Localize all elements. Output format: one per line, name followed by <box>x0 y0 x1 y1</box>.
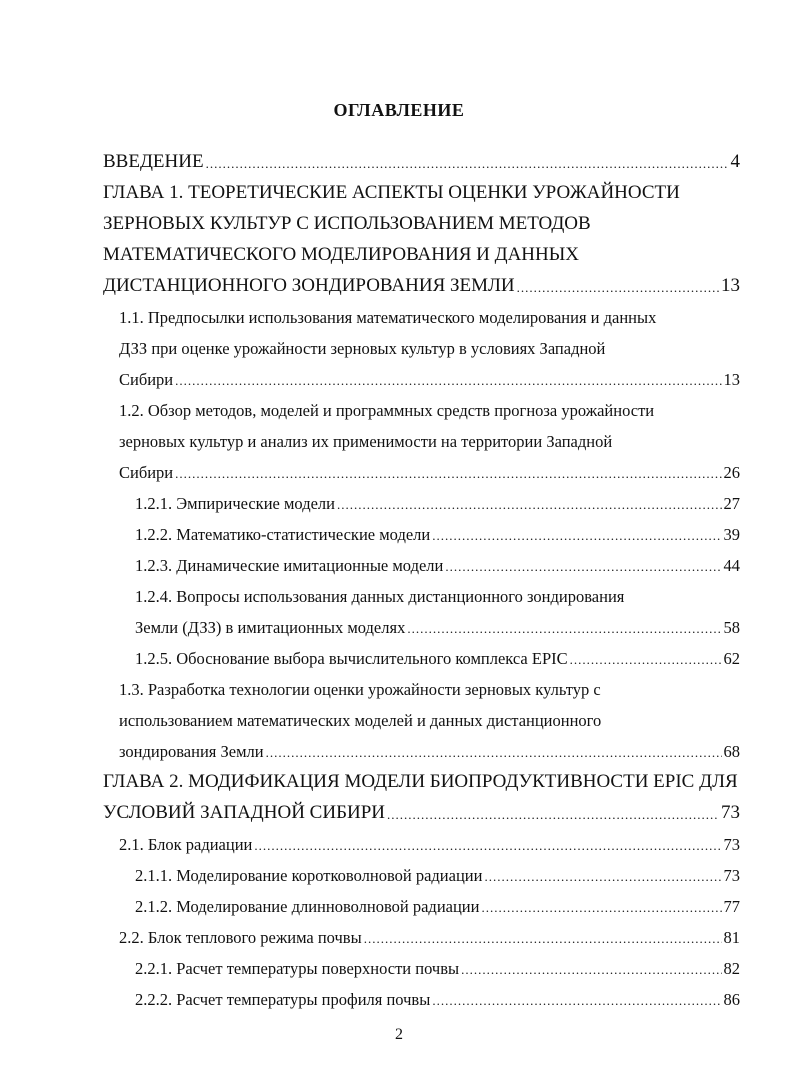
dot-leader <box>517 281 719 297</box>
toc-entry-title: 1.2.2. Математико-статистические модели <box>135 525 431 544</box>
toc-chapter-2-line-1[interactable] <box>103 763 740 793</box>
toc-entry-page: 4 <box>730 151 740 172</box>
toc-entry-title: 1.2.5. Обоснование выбора вычислительного комплекса EPIC <box>135 649 568 668</box>
toc-subsection-2-2-2[interactable] <box>135 980 740 1010</box>
toc-chapter-1-line-4[interactable] <box>103 267 740 297</box>
toc-entry-title: МАТЕМАТИЧЕСКОГО МОДЕЛИРОВАНИЯ И ДАННЫХ <box>103 244 580 265</box>
dot-leader <box>206 157 729 173</box>
toc-entry-title: использованием математических моделей и данных дистанционного <box>119 711 602 730</box>
toc-subsection-1-2-3[interactable] <box>135 546 740 576</box>
dot-leader <box>432 994 721 1010</box>
toc-chapter-2-line-2[interactable] <box>103 794 740 824</box>
toc-subsection-1-2-4-line-1[interactable] <box>135 577 740 607</box>
toc-entry-title: ЗЕРНОВЫХ КУЛЬТУР С ИСПОЛЬЗОВАНИЕМ МЕТОДОВ <box>103 213 591 234</box>
toc-entry-title: ГЛАВА 1. ТЕОРЕТИЧЕСКИЕ АСПЕКТЫ ОЦЕНКИ УРОЖАЙНОСТИ <box>103 182 680 203</box>
toc-section-1-2-line-1[interactable] <box>119 391 740 421</box>
dot-leader <box>266 746 722 762</box>
toc-entry-page: 68 <box>723 742 740 761</box>
toc-section-1-3-line-2[interactable] <box>119 701 740 731</box>
toc-section-1-1-line-3[interactable] <box>119 360 740 390</box>
dot-leader <box>461 963 721 979</box>
toc-entry-page: 73 <box>721 802 740 823</box>
toc-entry-title: Сибири <box>119 463 174 482</box>
toc-entry-title: ГЛАВА 2. МОДИФИКАЦИЯ МОДЕЛИ БИОПРОДУКТИВНОСТИ EPIC ДЛЯ <box>103 771 738 792</box>
toc-entry-page: 58 <box>723 618 740 637</box>
toc-subsection-1-2-1[interactable] <box>135 484 740 514</box>
toc-subsection-2-1-1[interactable] <box>135 856 740 886</box>
toc-section-1-2-line-3[interactable] <box>119 453 740 483</box>
toc-subsection-1-2-4-line-2[interactable] <box>135 608 740 638</box>
dot-leader <box>175 374 721 390</box>
dot-leader <box>175 467 721 483</box>
toc-entry-title: 1.2.3. Динамические имитационные модели <box>135 556 444 575</box>
dot-leader <box>432 529 721 545</box>
toc-entry-page: 82 <box>723 959 740 978</box>
toc-entry-title: 1.2. Обзор методов, моделей и программных средств прогноза урожайности <box>119 401 655 420</box>
dot-leader <box>387 808 719 824</box>
toc-entry-title: Земли (ДЗЗ) в имитационных моделях <box>135 618 406 637</box>
toc-section-1-1-line-1[interactable] <box>119 298 740 328</box>
toc-entry-title: 2.1.1. Моделирование коротковолновой радиации <box>135 866 483 885</box>
toc-entry-page: 77 <box>723 897 740 916</box>
toc-entry-page: 73 <box>723 866 740 885</box>
toc-section-1-1-line-2[interactable] <box>119 329 740 359</box>
toc-heading: ОГЛАВЛЕНИЕ <box>333 100 465 120</box>
toc-chapter-1-line-1[interactable] <box>103 174 740 204</box>
toc-section-2-2[interactable] <box>119 918 740 948</box>
toc-entry-title: 1.2.4. Вопросы использования данных дистанционного зондирования <box>135 587 625 606</box>
toc-entry-page: 73 <box>723 835 740 854</box>
dot-leader <box>445 560 721 576</box>
toc-entry-title: зерновых культур и анализ их применимости на территории Западной <box>119 432 613 451</box>
toc-entry-title: 2.2.2. Расчет температуры профиля почвы <box>135 990 431 1009</box>
toc-section-1-3-line-1[interactable] <box>119 670 740 700</box>
toc-entry-title: 1.1. Предпосылки использования математического моделирования и данных <box>119 308 657 327</box>
toc-entry-page: 39 <box>723 525 740 544</box>
toc-entry-page: 86 <box>723 990 740 1009</box>
toc-entry-title: 1.2.1. Эмпирические модели <box>135 494 335 513</box>
toc-entry-title: ДИСТАНЦИОННОГО ЗОНДИРОВАНИЯ ЗЕМЛИ <box>103 275 515 296</box>
toc-entry-page: 62 <box>723 649 740 668</box>
toc-entry-page: 13 <box>723 370 740 389</box>
dot-leader <box>407 622 721 638</box>
toc-entry-title: 2.1. Блок радиации <box>119 835 253 854</box>
toc-entry-title: ДЗЗ при оценке урожайности зерновых культур в условиях Западной <box>119 339 606 358</box>
toc-entry-title: Сибири <box>119 370 174 389</box>
toc-entry-page: 44 <box>723 556 740 575</box>
toc-section-1-3-line-3[interactable] <box>119 732 740 762</box>
toc-chapter-1-line-3[interactable] <box>103 236 740 266</box>
toc-entry-title: 2.2. Блок теплового режима почвы <box>119 928 362 947</box>
dot-leader <box>337 498 722 514</box>
dot-leader <box>481 901 721 917</box>
toc-entry-page: 13 <box>721 275 740 296</box>
toc-section-1-2-line-2[interactable] <box>119 422 740 452</box>
toc-entry-page: 81 <box>723 928 740 947</box>
dot-leader <box>484 870 721 886</box>
dot-leader <box>570 653 722 669</box>
dot-leader <box>254 839 721 855</box>
toc-entry-title: 2.2.1. Расчет температуры поверхности почвы <box>135 959 460 978</box>
toc-entry-title: ВВЕДЕНИЕ <box>103 151 204 172</box>
toc-entry-page: 26 <box>723 463 740 482</box>
toc-entry-title: УСЛОВИЙ ЗАПАДНОЙ СИБИРИ <box>103 802 385 823</box>
dot-leader <box>364 932 722 948</box>
toc-entry-introduction[interactable] <box>103 143 740 173</box>
toc-subsection-2-1-2[interactable] <box>135 887 740 917</box>
toc-subsection-2-2-1[interactable] <box>135 949 740 979</box>
toc-entry-page: 27 <box>723 494 740 513</box>
toc-subsection-1-2-5[interactable] <box>135 639 740 669</box>
toc-subsection-1-2-2[interactable] <box>135 515 740 545</box>
toc-section-2-1[interactable] <box>119 825 740 855</box>
toc-entry-title: 1.3. Разработка технологии оценки урожайности зерновых культур с <box>119 680 601 699</box>
toc-entry-title: 2.1.2. Моделирование длинноволновой радиации <box>135 897 480 916</box>
toc-chapter-1-line-2[interactable] <box>103 205 740 235</box>
toc-entry-title: зондирования Земли <box>119 742 264 761</box>
page-number: 2 <box>395 1026 403 1043</box>
